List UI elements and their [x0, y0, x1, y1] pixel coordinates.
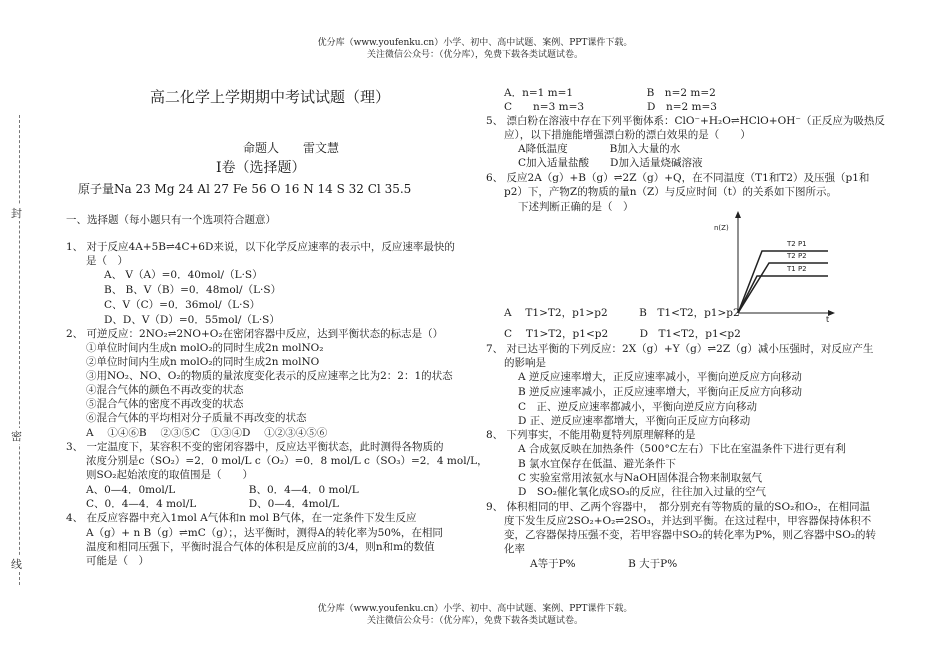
q2-item2: ②单位时间内生成n molO₂的同时生成2n molNO [86, 356, 320, 368]
q7-line1: 7、 对已达平衡的下列反应：2X（g）+Y（g）⇌2Z（g）减小压强时，对反应产生 [486, 343, 874, 355]
curve-label-t2-p2: T2 P2 [787, 252, 807, 260]
q7-option-d: D 正、逆反应速率都增大，平衡向正反应方向移动 [518, 415, 751, 427]
q8-option-b: B 氯水宜保存在低温、避光条件下 [518, 458, 677, 470]
q7-line2: 的影响是 [504, 357, 546, 369]
q8-option-a: A 合成氨反映在加热条件（500°C左右）下比在室温条件下进行更有利 [518, 443, 846, 455]
curve-t2-p1 [738, 251, 828, 313]
q9-options-ab: A等于P% B 大于P% [530, 558, 678, 570]
q6-options-cd: C T1>T2，p1<p2 D T1<T2，p1<p2 [504, 328, 741, 340]
q9-line3: 变，乙容器保持压强不变，若甲容器中SO₂的转化率为P%，则乙容器中SO₂的转 [504, 529, 877, 541]
q3-options-ab: A、0—4．0mol/L B、0．4—4．0 mol/L [86, 484, 359, 496]
q9-line1: 9、 体积相同的甲、乙两个容器中， 都分别充有等物质的量的SO₂和O₂，在相同温 [486, 501, 871, 513]
q4-options-ab: A．n=1 m=1 B n=2 m=2 [504, 87, 716, 99]
q3-options-cd: C、0．4—4．4 mol/L D、0—4．4mol/L [86, 498, 339, 510]
q3-line2: 浓度分别是c（SO₂）=2．0 mol/L c（O₂）=0．8 mol/L c（SO₃）=2．4 mol/L， [86, 455, 488, 467]
q2-line1: 2、 可逆反应：2NO₂⇌2NO+O₂在密闭容器中反应，达到平衡状态的标志是（） [66, 328, 444, 340]
q4-line3: 温度和相同压强下，平衡时混合气体的体积是反应前的3/4，则n和m的数值 [86, 541, 435, 553]
page-header [0, 37, 950, 61]
q1-line1: 1、 对于反应4A+5B⇌4C+6D来说，以下化学反应速率的表示中，反应速率最快的 [66, 241, 455, 253]
q4-line2: A（g）+ n B（g）⇌mC（g）；，达平衡时，测得A的转化率为50%，在相同 [86, 527, 443, 539]
q2-item4: ④混合气体的颜色不再改变的状态 [86, 384, 244, 396]
q6-options-ab: A T1>T2，p1>p2 B T1<T2，p1>p2 [504, 307, 740, 319]
q1-line2: 是（ ） [86, 255, 128, 267]
paper-author: 命题人 雷文慧 [243, 141, 340, 155]
q4-line1: 4、 在反应容器中充入1mol A气体和n mol B气体，在一定条件下发生反应 [66, 512, 417, 524]
q4-line4: 可能是（ ） [86, 555, 149, 567]
binding-seal: 封 [11, 207, 22, 220]
q1-option-b: B、 B、V（B）=0．48mol/（L·S） [104, 284, 282, 296]
q1-option-a: A、 V（A）=0．40mol/（L·S） [104, 269, 263, 281]
q3-line3: 则SO₂起始浓度的取值围是（ ） [86, 469, 254, 481]
chart-y-label: n(Z) [714, 224, 729, 232]
q6-line2: p2）下，产物Z的物质的量n（Z）与反应时间（t）的关系如下图所示。 [504, 186, 837, 198]
q7-option-c: C 正、逆反应速率都减小，平衡向逆反应方向移动 [518, 401, 758, 413]
q3-line1: 3、 一定温度下，某容积不变的密闭容器中，反应达平衡状态，此时测得各物质的 [66, 441, 444, 453]
q5-options-ab: A降低温度 B加入大量的水 [518, 143, 681, 155]
q2-item5: ⑤混合气体的密度不再改变的状态 [86, 398, 244, 410]
chart-x-label: t [826, 315, 830, 323]
page-footer [0, 603, 950, 627]
y-axis-arrow [735, 211, 741, 218]
section-title: I卷（选择题） [216, 160, 306, 176]
curve-label-t1-p2: T1 P2 [787, 265, 807, 273]
q1-option-d: D、D、V（D）=0．55mol/（L·S） [104, 314, 280, 326]
curve-label-t2-p1: T2 P1 [787, 240, 807, 248]
binding-line [19, 115, 20, 585]
q2-item1: ①单位时间内生成n molO₂的同时生成2n molNO₂ [86, 342, 324, 354]
q8-option-c: C 实验室常用浓氨水与NaOH固体混合物来制取氨气 [518, 472, 763, 484]
q4-options-cd: C n=3 m=3 D n=2 m=3 [504, 101, 717, 113]
header-line-2: 关注微信公众号：（优分库），免费下载各类试题试卷。 [366, 50, 583, 60]
q7-option-b: B 逆反应速率减小，正反应速率增大，平衡向正反应方向移动 [518, 386, 803, 398]
header-line-1: 优分库（www.youfenku.cn）小学、初中、高中试题、案例、PPT课件下载。 [317, 38, 633, 48]
part-heading: 一、选择题（每小题只有一个选项符合题意） [66, 214, 276, 226]
q9-line2: 度下发生反应2SO₂+O₂⇌2SO₃，并达到平衡。在这过程中，甲容器保持体积不 [504, 515, 872, 527]
binding-line-label: 线 [11, 558, 22, 571]
q5-line1: 5、 漂白粉在溶液中存在下列平衡体系：ClO⁻+H₂O⇌HClO+OH⁻（正反应为吸热反 [486, 115, 885, 127]
q2-item6: ⑥混合气体的平均相对分子质量不再改变的状态 [86, 412, 307, 424]
footer-line-1: 优分库（www.youfenku.cn）小学、初中、高中试题、案例、PPT课件下载。 [317, 604, 633, 614]
q1-option-c: C、V（C）=0．36mol/（L·S） [104, 299, 261, 311]
q2-item3: ③用NO₂、NO、O₂的物质的量浓度变化表示的反应速率之比为2：2：1的状态 [86, 370, 453, 382]
q2-options: A ①④⑥B ②③⑤C ①③④D ①②③④⑤⑥ [86, 427, 328, 439]
q8-line1: 8、 下列事实，不能用勒夏特列原理解释的是 [486, 429, 696, 441]
q6-line3: 下述判断正确的是（ ） [518, 201, 634, 213]
q9-line4: 化率 [504, 543, 525, 555]
curve-t1-p2 [738, 276, 828, 313]
q5-options-cd: C加入适量盐酸 D加入适量烧碱溶液 [518, 157, 703, 169]
q6-line1: 6、 反应2A（g）+B（g）⇌2Z（g）+Q，在不同温度（T1和T2）及压强（p1和 [486, 172, 870, 184]
atomic-masses: 原子量Na 23 Mg 24 Al 27 Fe 56 O 16 N 14 S 32 Cl 35.5 [78, 182, 412, 196]
paper-title: 高二化学上学期期中考试试题（理） [150, 88, 391, 106]
q7-option-a: A 逆反应速率增大，正反应速率减小，平衡向逆反应方向移动 [518, 371, 802, 383]
q8-option-d: D SO₂催化氧化成SO₃的反应，往往加入过量的空气 [518, 486, 766, 498]
binding-secret: 密 [11, 430, 22, 443]
footer-line-2: 关注微信公众号：（优分库），免费下载各类试题试卷。 [366, 616, 583, 626]
q5-line2: 应），以下措施能增强漂白粉的漂白效果的是（ ） [504, 129, 751, 141]
